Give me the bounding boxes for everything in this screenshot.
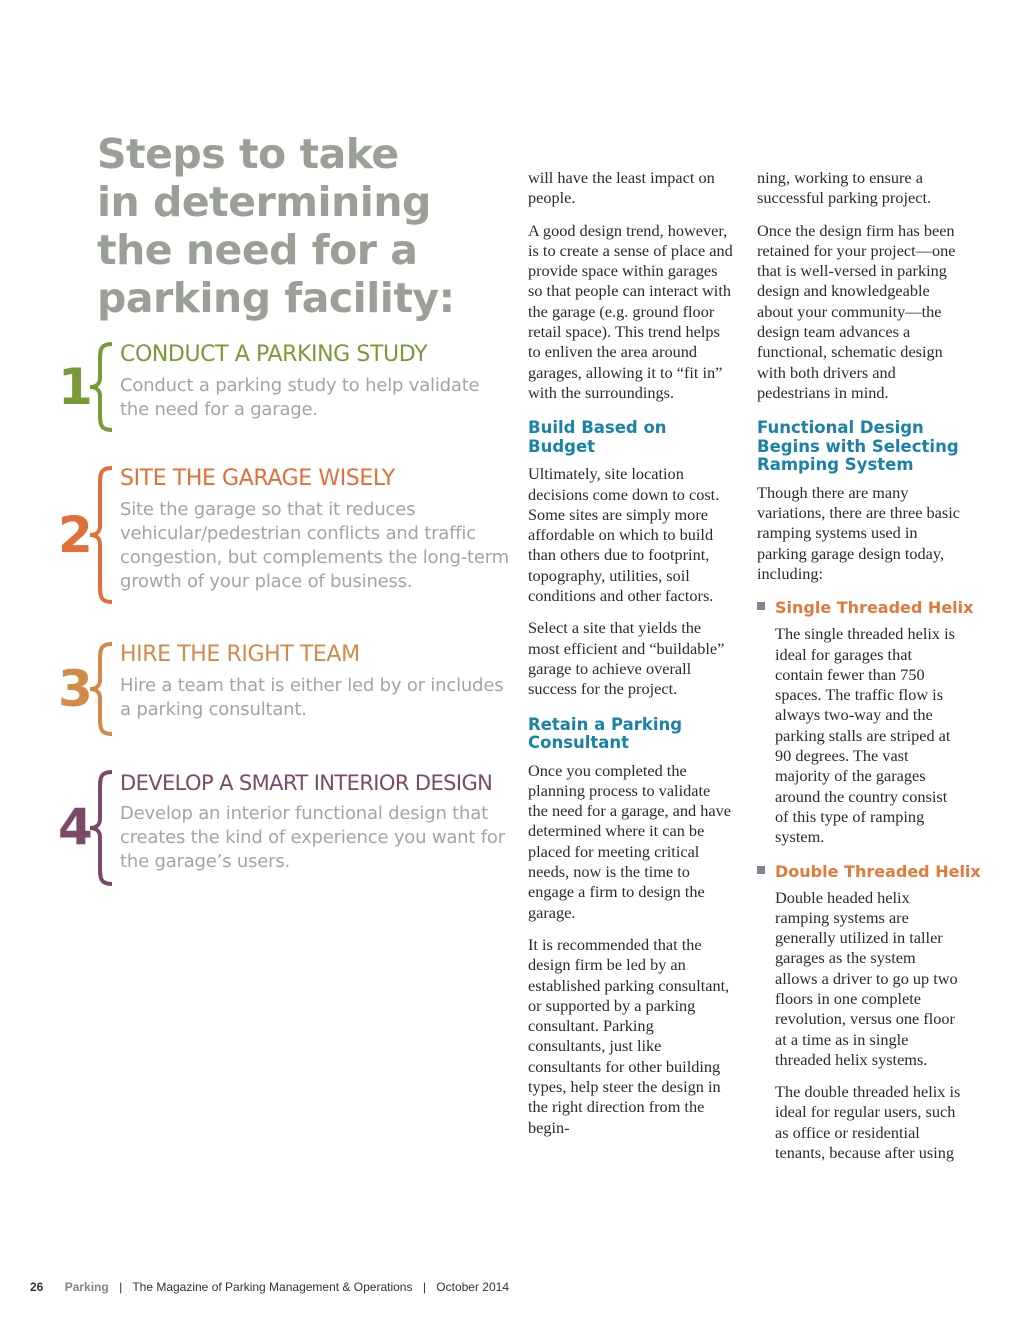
- step-description: Site the garage so that it reduces vehicular/pedestrian conflicts and traffic congestion, but complements the long-term growth of your place of business.: [120, 499, 510, 592]
- step-description: Conduct a parking study to help validate the need for a garage.: [120, 375, 480, 420]
- step-heading: CONDUCT A PARKING STUDY: [120, 342, 428, 367]
- bullet-heading: [757, 861, 981, 882]
- brace-icon: [86, 466, 118, 604]
- brace-icon: [86, 642, 118, 736]
- paragraph: Ultimately, site location decisions come down to cost. Some sites are simply more affordable on which to build than others due to footprint, topography, utilities, soil conditions and other factors.: [528, 464, 720, 606]
- section-heading: Functional Design Begins with Selecting Ramping System: [757, 418, 959, 475]
- bullet-heading: [757, 598, 974, 618]
- magazine-name: Parking: [64, 1280, 109, 1294]
- step-number: 4: [58, 798, 93, 856]
- paragraph: Once the design firm has been retained for your project—one that is well-versed in parking design and knowledgeable about your community—the design team advances a functional, schematic design with both drivers and pedestrians in mind.: [757, 220, 956, 402]
- paragraph: ning, working to ensure a successful parking project.: [757, 168, 932, 208]
- paragraph: The single threaded helix is ideal for garages that contain fewer than 750 spaces. The traffic flow is always two-way and the parking stalls are striped at 90 degrees. The vast majority of the garages around the country consist of this type of ramping system.: [775, 624, 955, 847]
- paragraph: It is recommended that the design firm be led by an established parking consultant, or supported by a parking consultant. Parking consultants, just like consultants for other building types, help steer the design in the right direction from the begin-: [528, 934, 730, 1137]
- paragraph: A good design trend, however, is to create a sense of place and provide space within garages so that people can interact with the garage (e.g. ground floor retail space). This trend helps to enliven the area around garages, allowing it to “fit in” with the surroundings.: [528, 220, 733, 402]
- page-footer: [30, 1280, 509, 1294]
- step-1: [58, 342, 508, 432]
- bullet-label: Single Threaded Helix: [775, 598, 974, 618]
- paragraph: The double threaded helix is ideal for regular users, such as office or residential tenants, because after using: [775, 1082, 961, 1163]
- footer-separator: |: [119, 1280, 123, 1294]
- step-description: Hire a team that is either led by or includes a parking consultant.: [120, 675, 504, 720]
- step-heading: HIRE THE RIGHT TEAM: [120, 642, 360, 667]
- step-4: [58, 770, 508, 886]
- step-heading: DEVELOP A SMART INTERIOR DESIGN: [120, 771, 493, 795]
- square-bullet-icon: [757, 866, 765, 874]
- step-2: [58, 466, 508, 604]
- step-number: 1: [58, 358, 93, 416]
- section-heading: Retain a Parking Consultant: [528, 714, 683, 753]
- paragraph: will have the least impact on people.: [528, 168, 715, 208]
- paragraph: Though there are many variations, there are three basic ramping systems used in parking garage design today, including:: [757, 482, 960, 583]
- brace-icon: [86, 342, 118, 432]
- footer-separator: |: [422, 1280, 426, 1294]
- square-bullet-icon: [757, 602, 765, 610]
- issue-date: October 2014: [436, 1280, 509, 1294]
- section-heading: Build Based on Budget: [528, 418, 667, 456]
- page-number: 26: [30, 1280, 44, 1294]
- paragraph: Double headed helix ramping systems are generally utilized in taller garages as the system allows a driver to go up two floors in one complete revolution, versus one floor at a time as in single threaded helix systems.: [775, 887, 958, 1069]
- paragraph: Once you completed the planning process to validate the need for a garage, and have determined where it can be placed for meeting critical needs, now is the time to engage a firm to design the garage.: [528, 760, 731, 922]
- step-heading: SITE THE GARAGE WISELY: [120, 466, 395, 491]
- step-number: 3: [58, 660, 93, 718]
- paragraph: Select a site that yields the most efficient and “buildable” garage to achieve overall success for the project.: [528, 618, 725, 699]
- article-column-2: [528, 168, 733, 1150]
- title-line: Steps to take: [97, 130, 399, 178]
- step-description: Develop an interior functional design that creates the kind of experience you want for the garage’s users.: [120, 803, 505, 872]
- page-title: [97, 130, 497, 322]
- magazine-subtitle: The Magazine of Parking Management & Operations: [132, 1280, 413, 1294]
- title-line: parking facility:: [97, 274, 455, 322]
- title-line: the need for a: [97, 226, 418, 274]
- step-number: 2: [58, 506, 93, 564]
- brace-icon: [86, 770, 118, 886]
- article-column-3: [757, 168, 981, 1175]
- step-3: [58, 642, 508, 736]
- title-line: in determining: [97, 178, 431, 226]
- bullet-label: Double Threaded Helix: [775, 861, 981, 881]
